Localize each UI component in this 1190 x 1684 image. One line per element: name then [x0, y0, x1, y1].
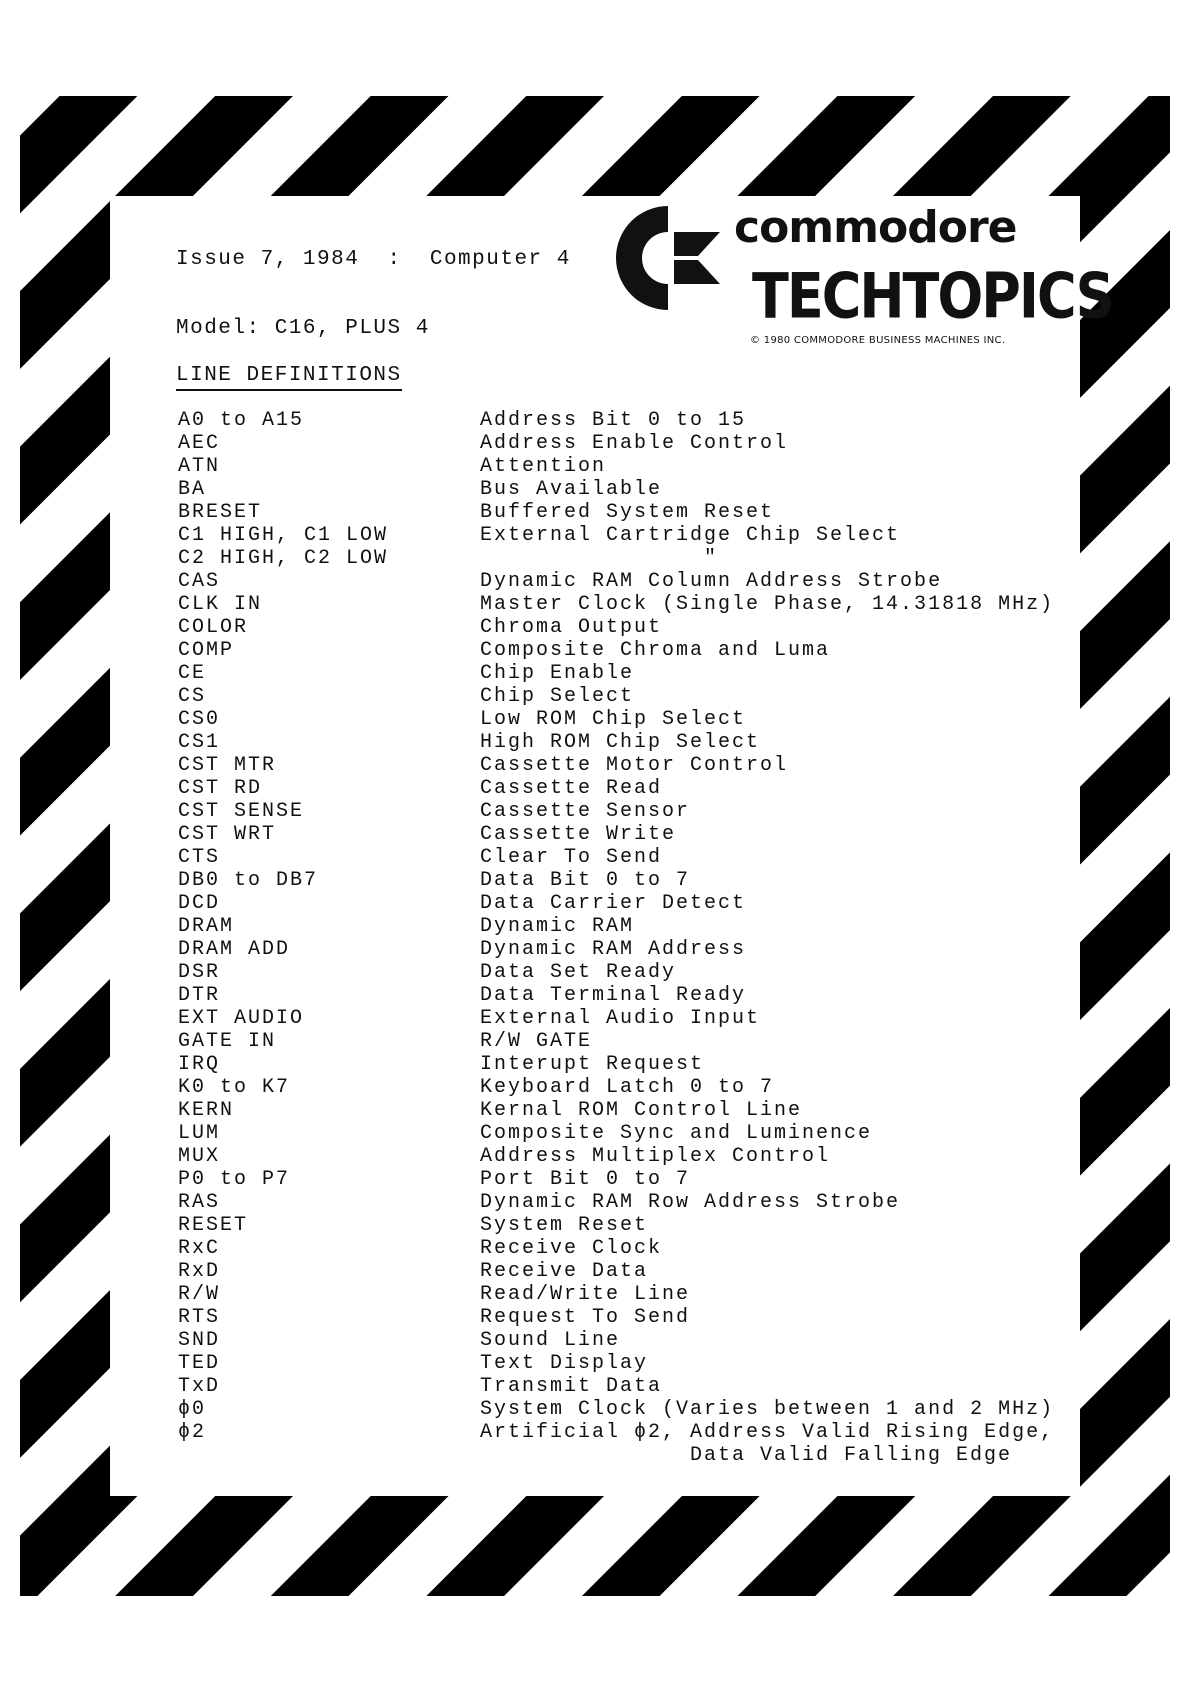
definition-row	[178, 1283, 1078, 1306]
commodore-techtopics-logo	[608, 198, 1113, 348]
definition-description: Cassette Write	[480, 823, 677, 846]
definition-row	[178, 1237, 1078, 1260]
definition-description: Dynamic RAM Address	[480, 938, 747, 961]
definition-row	[178, 409, 1078, 432]
definition-row	[178, 984, 1078, 1007]
definition-row	[178, 1168, 1078, 1191]
definition-row	[178, 869, 1078, 892]
definition-term: R/W	[178, 1283, 221, 1306]
definition-description: Receive Clock	[480, 1237, 663, 1260]
definition-description: Composite Chroma and Luma	[480, 639, 831, 662]
definition-row	[178, 1099, 1078, 1122]
definition-term: AEC	[178, 432, 221, 455]
definition-row	[178, 1122, 1078, 1145]
definition-row	[178, 685, 1078, 708]
definition-term: CST MTR	[178, 754, 277, 777]
definition-row	[178, 1076, 1078, 1099]
commodore-chicken-head-logo	[608, 198, 728, 318]
definition-description: Sound Line	[480, 1329, 621, 1352]
definition-row	[178, 1329, 1078, 1352]
definition-description: Data Bit 0 to 7	[480, 869, 691, 892]
definition-term: RxD	[178, 1260, 221, 1283]
section-title: LINE DEFINITIONS	[176, 364, 402, 391]
definition-term: C1 HIGH, C1 LOW	[178, 524, 389, 547]
definition-term: CST WRT	[178, 823, 277, 846]
definition-row	[178, 1421, 1078, 1467]
definition-term: KERN	[178, 1099, 235, 1122]
definition-row	[178, 547, 1078, 570]
definition-row	[178, 616, 1078, 639]
definition-term: CS0	[178, 708, 221, 731]
definition-row	[178, 708, 1078, 731]
definition-description: Read/Write Line	[480, 1283, 691, 1306]
definition-description: Chroma Output	[480, 616, 663, 639]
definition-term: CAS	[178, 570, 221, 593]
definition-row	[178, 501, 1078, 524]
definition-description: Cassette Motor Control	[480, 754, 789, 777]
definition-row	[178, 846, 1078, 869]
definition-description: Master Clock (Single Phase, 14.31818 MHz)	[480, 593, 1055, 616]
definition-term: RxC	[178, 1237, 221, 1260]
definition-description: Request To Send	[480, 1306, 691, 1329]
definition-row	[178, 1191, 1078, 1214]
definition-description: R/W GATE	[480, 1030, 593, 1053]
definition-description: Cassette Read	[480, 777, 663, 800]
definition-term: BA	[178, 478, 207, 501]
definition-row	[178, 754, 1078, 777]
definition-description: Receive Data	[480, 1260, 649, 1283]
definition-description: Buffered System Reset	[480, 501, 775, 524]
definition-row	[178, 938, 1078, 961]
definition-term: DRAM ADD	[178, 938, 291, 961]
definition-term: MUX	[178, 1145, 221, 1168]
definition-term: A0 to A15	[178, 409, 305, 432]
definition-description: Composite Sync and Luminence	[480, 1122, 873, 1145]
definition-row	[178, 1145, 1078, 1168]
issue-line: Issue 7, 1984 : Computer 4	[176, 248, 571, 271]
definition-term: TED	[178, 1352, 221, 1375]
definition-description: Attention	[480, 455, 607, 478]
definition-term: COMP	[178, 639, 235, 662]
definition-description: Text Display	[480, 1352, 649, 1375]
definition-row	[178, 524, 1078, 547]
definition-term: CST RD	[178, 777, 263, 800]
definition-row	[178, 915, 1078, 938]
definition-row	[178, 731, 1078, 754]
definition-description: Port Bit 0 to 7	[480, 1168, 691, 1191]
definition-description: Clear To Send	[480, 846, 663, 869]
definition-term: CST SENSE	[178, 800, 305, 823]
definition-description: Chip Select	[480, 685, 635, 708]
definition-description: Data Set Ready	[480, 961, 677, 984]
definition-term: K0 to K7	[178, 1076, 291, 1099]
definition-description: Data Terminal Ready	[480, 984, 747, 1007]
definition-row	[178, 1375, 1078, 1398]
definition-description: Artificial ϕ2, Address Valid Rising Edge,	[480, 1421, 1055, 1444]
definition-term: ϕ0	[178, 1398, 207, 1421]
definition-row	[178, 662, 1078, 685]
logo-product-name: TECHTOPICS	[752, 260, 1113, 333]
definition-row	[178, 1030, 1078, 1053]
model-line: Model: C16, PLUS 4	[176, 317, 430, 340]
definition-row	[178, 639, 1078, 662]
definition-term: TxD	[178, 1375, 221, 1398]
definition-description: Keyboard Latch 0 to 7	[480, 1076, 775, 1099]
definition-description: Cassette Sensor	[480, 800, 691, 823]
definition-description: Bus Available	[480, 478, 663, 501]
definition-term: DCD	[178, 892, 221, 915]
definition-term: CTS	[178, 846, 221, 869]
definition-description: Transmit Data	[480, 1375, 663, 1398]
definition-term: DSR	[178, 961, 221, 984]
definition-term: RESET	[178, 1214, 249, 1237]
definition-row	[178, 478, 1078, 501]
definition-row	[178, 823, 1078, 846]
definition-term: LUM	[178, 1122, 221, 1145]
definition-term: DB0 to DB7	[178, 869, 319, 892]
definition-description: Address Bit 0 to 15	[480, 409, 747, 432]
definition-row	[178, 1260, 1078, 1283]
definition-term: IRQ	[178, 1053, 221, 1076]
definition-description: Chip Enable	[480, 662, 635, 685]
definition-term: CS1	[178, 731, 221, 754]
definition-row	[178, 800, 1078, 823]
definition-row	[178, 1214, 1078, 1237]
logo-copyright: © 1980 COMMODORE BUSINESS MACHINES INC.	[750, 335, 1006, 346]
definition-description: Data Carrier Detect	[480, 892, 747, 915]
definition-row	[178, 1007, 1078, 1030]
logo-wordmark: commodore	[734, 202, 1017, 253]
definition-term: DRAM	[178, 915, 235, 938]
definition-row	[178, 777, 1078, 800]
definition-description: External Audio Input	[480, 1007, 761, 1030]
definition-description: Address Multiplex Control	[480, 1145, 831, 1168]
definition-term: CLK IN	[178, 593, 263, 616]
definition-term: P0 to P7	[178, 1168, 291, 1191]
definition-description: Address Enable Control	[480, 432, 789, 455]
definition-row	[178, 570, 1078, 593]
definition-term: C2 HIGH, C2 LOW	[178, 547, 389, 570]
definition-term: COLOR	[178, 616, 249, 639]
definition-term: GATE IN	[178, 1030, 277, 1053]
definition-description: "	[480, 547, 719, 570]
definition-term: DTR	[178, 984, 221, 1007]
definition-description: Dynamic RAM Column Address Strobe	[480, 570, 943, 593]
definition-description: Dynamic RAM Row Address Strobe	[480, 1191, 901, 1214]
definition-row	[178, 1053, 1078, 1076]
definition-row	[178, 1306, 1078, 1329]
definition-term: RAS	[178, 1191, 221, 1214]
definitions-list	[178, 409, 1078, 1467]
definition-row	[178, 1352, 1078, 1375]
definition-term: CS	[178, 685, 207, 708]
definition-row	[178, 1398, 1078, 1421]
definition-term: ATN	[178, 455, 221, 478]
definition-description: Kernal ROM Control Line	[480, 1099, 803, 1122]
definition-description-continued: Data Valid Falling Edge	[690, 1444, 1013, 1467]
definition-term: SND	[178, 1329, 221, 1352]
definition-term: RTS	[178, 1306, 221, 1329]
definition-row	[178, 432, 1078, 455]
definition-term: BRESET	[178, 501, 263, 524]
definition-description: High ROM Chip Select	[480, 731, 761, 754]
definition-term: ϕ2	[178, 1421, 207, 1444]
definition-row	[178, 892, 1078, 915]
definition-description: System Reset	[480, 1214, 649, 1237]
definition-description: Dynamic RAM	[480, 915, 635, 938]
definition-description: Interupt Request	[480, 1053, 705, 1076]
definition-row	[178, 455, 1078, 478]
definition-description: External Cartridge Chip Select	[480, 524, 901, 547]
definition-term: EXT AUDIO	[178, 1007, 305, 1030]
definition-term: CE	[178, 662, 207, 685]
definition-row	[178, 593, 1078, 616]
definition-description: Low ROM Chip Select	[480, 708, 747, 731]
definition-row	[178, 961, 1078, 984]
definition-description: System Clock (Varies between 1 and 2 MHz)	[480, 1398, 1055, 1421]
